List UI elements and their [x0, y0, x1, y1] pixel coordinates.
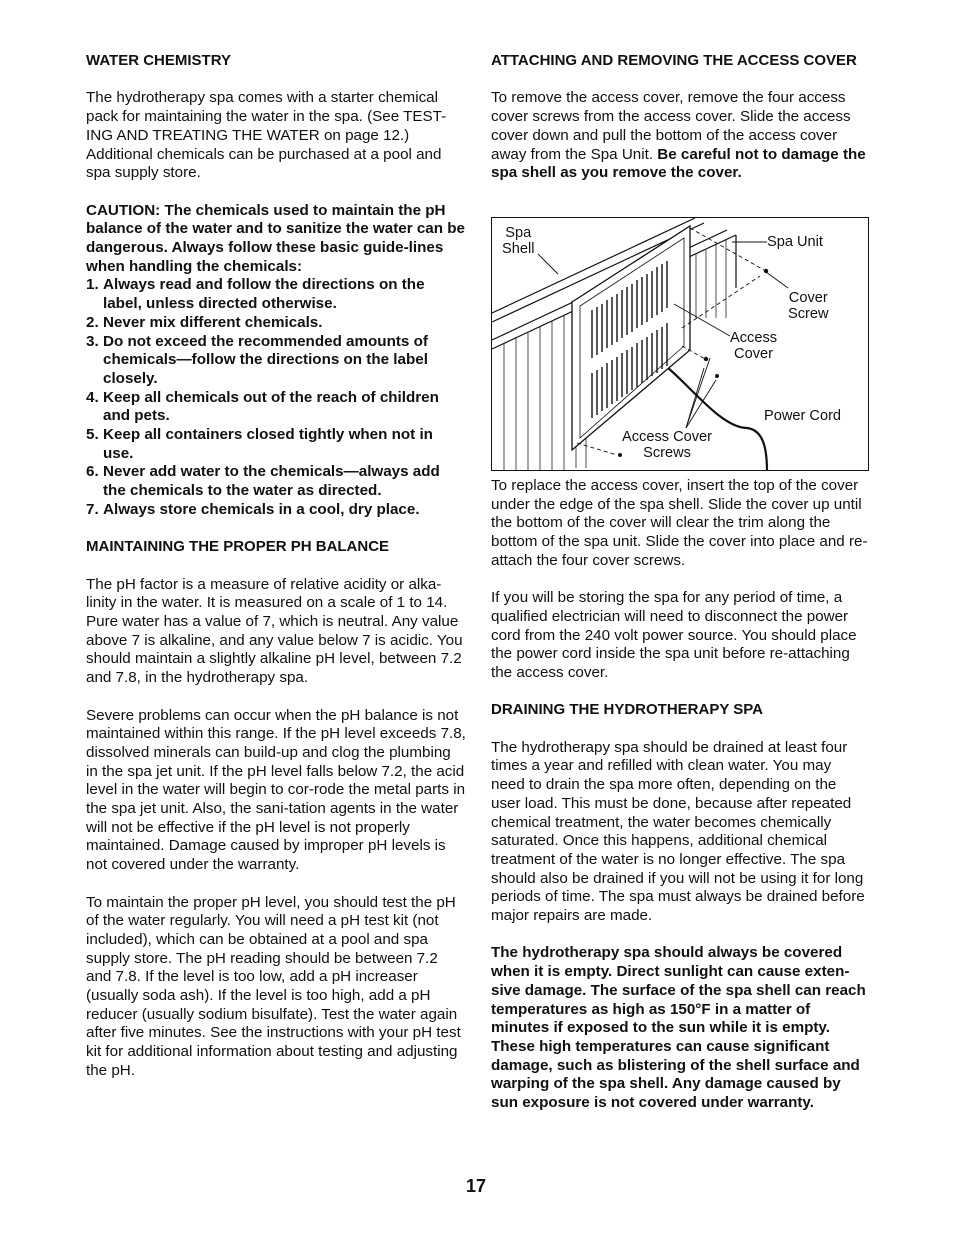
rule-item: 6. Never add water to the chemicals—always add the chemicals to the water as directed.	[86, 463, 440, 500]
label-access-cover: Access Cover	[730, 330, 778, 362]
draining-warning: The hydrotherapy spa should always be covered when it is empty. Direct sunlight can cause exten-sive damage. The surface of the spa shell can reach temperatures as high as 150°F in a matter of minutes if exposed to the sun while it is empty. These high temperatures can cause significant damage, such as blistering of the shell surface and warping of the spa shell. Any damage caused by sun exposure is not covered under warranty.	[491, 944, 866, 1112]
ph-paragraph-2: Severe problems can occur when the pH balance is not maintained within this range. If the pH level exceeds 7.8, dissolved minerals can build-up and clog the plumbing in the spa jet unit. If the pH level falls below 7.2, the acid level in the water will begin to cor-rode the metal parts in the spa jet unit. Also, the sani-tation agents in the water will not be effective if the pH level is not properly maintained. Damage caused by improper pH levels is not covered under the warranty.	[86, 706, 466, 874]
left-column	[86, 52, 466, 1081]
label-cover-screw: Cover Screw	[788, 290, 829, 322]
label-spa-shell: Spa Shell	[502, 225, 535, 257]
rule-item: 2. Never mix different chemicals.	[86, 313, 323, 331]
draining-paragraph: The hydrotherapy spa should be drained at least four times a year and refilled with clean water. You may need to drain the spa more often, depending on the user load. This must be done, because after repeated chemical treatment, the water becomes chemically saturated. Once this happens, additional chemical treatment of the water is no longer effective. The spa should also be drained if you will not be using it for long periods of time. The spa must always be drained before major repairs are made.	[491, 738, 865, 925]
rule-item: 7. Always store chemicals in a cool, dry place.	[86, 500, 420, 518]
ph-paragraph-3: To maintain the proper pH level, you should test the pH of the water regularly. You will need a pH test kit (not included), which can be obtained at a pool and spa supply store. The pH reading should be between 7.2 and 7.8. If the level is too low, add a pH increaser (usually soda ash). If the level is too high, add a pH reducer (usually sodium bisulfate). Test the water again after five minutes. See the instructions with your pH test kit for additional information about testing and adjusting the pH.	[86, 893, 461, 1079]
right-column	[491, 52, 869, 1113]
access-cover-paragraph-2: To replace the access cover, insert the top of the cover under the edge of the spa shell. Slide the cover up until the bottom of the cover will clear the trim along the bottom of the spa unit. Slide the cover into place and re-attach the four cover screws.	[491, 476, 868, 569]
access-cover-diagram	[491, 217, 869, 471]
rule-item: 3. Do not exceed the recommended amounts of chemicals—follow the directions on the label closely.	[86, 332, 428, 387]
label-spa-unit: Spa Unit	[767, 234, 823, 250]
chemical-rules-list	[86, 276, 466, 519]
rule-item: 1. Always read and follow the directions on the label, unless directed otherwise.	[86, 276, 425, 313]
water-chemistry-heading: WATER CHEMISTRY	[86, 52, 231, 69]
ph-balance-heading: MAINTAINING THE PROPER PH BALANCE	[86, 538, 390, 556]
label-access-cover-screws: Access Cover Screws	[622, 429, 713, 461]
draining-heading: DRAINING THE HYDROTHERAPY SPA	[491, 701, 763, 719]
rule-item: 4. Keep all chemicals out of the reach of children and pets.	[86, 388, 439, 425]
page-number: 17	[466, 1176, 487, 1196]
caution-text: CAUTION: The chemicals used to maintain the pH balance of the water and to sanitize the water can be dangerous. Always follow these basic guide-lines when handling the chemicals:	[86, 201, 465, 275]
label-power-cord: Power Cord	[764, 408, 842, 424]
water-chemistry-intro: The hydrotherapy spa comes with a starter chemical pack for maintaining the water in the spa. (See TEST-ING AND TREATING THE WATER on page 12.) Additional chemicals can be purchased at a pool and spa supply store.	[86, 89, 447, 182]
rule-item: 5. Keep all containers closed tightly when not in use.	[86, 426, 433, 462]
access-cover-paragraph-3: If you will be storing the spa for any period of time, a qualified electrician will need to disconnect the power cord from the 240 volt power source. You should place the power cord inside the spa unit before re-attaching the access cover.	[491, 589, 857, 681]
ph-paragraph-1: The pH factor is a measure of relative acidity or alka-linity in the water. It is measured on a scale of 1 to 14. Pure water has a value of 7, which is neutral. Any value above 7 is alkaline, and any value below 7 is acidic. You should maintain a slightly alkaline pH level, between 7.2 and 7.8, in the hydrotherapy spa.	[86, 575, 463, 687]
access-cover-heading: ATTACHING AND REMOVING THE ACCESS COVER	[491, 52, 857, 69]
access-cover-paragraph-1: To remove the access cover, remove the four access cover screws from the access cover. Slide the access cover down and pull the bottom of the access cover away from the Spa Unit. Be careful not to damage the spa shell as you remove the cover.	[491, 89, 866, 182]
